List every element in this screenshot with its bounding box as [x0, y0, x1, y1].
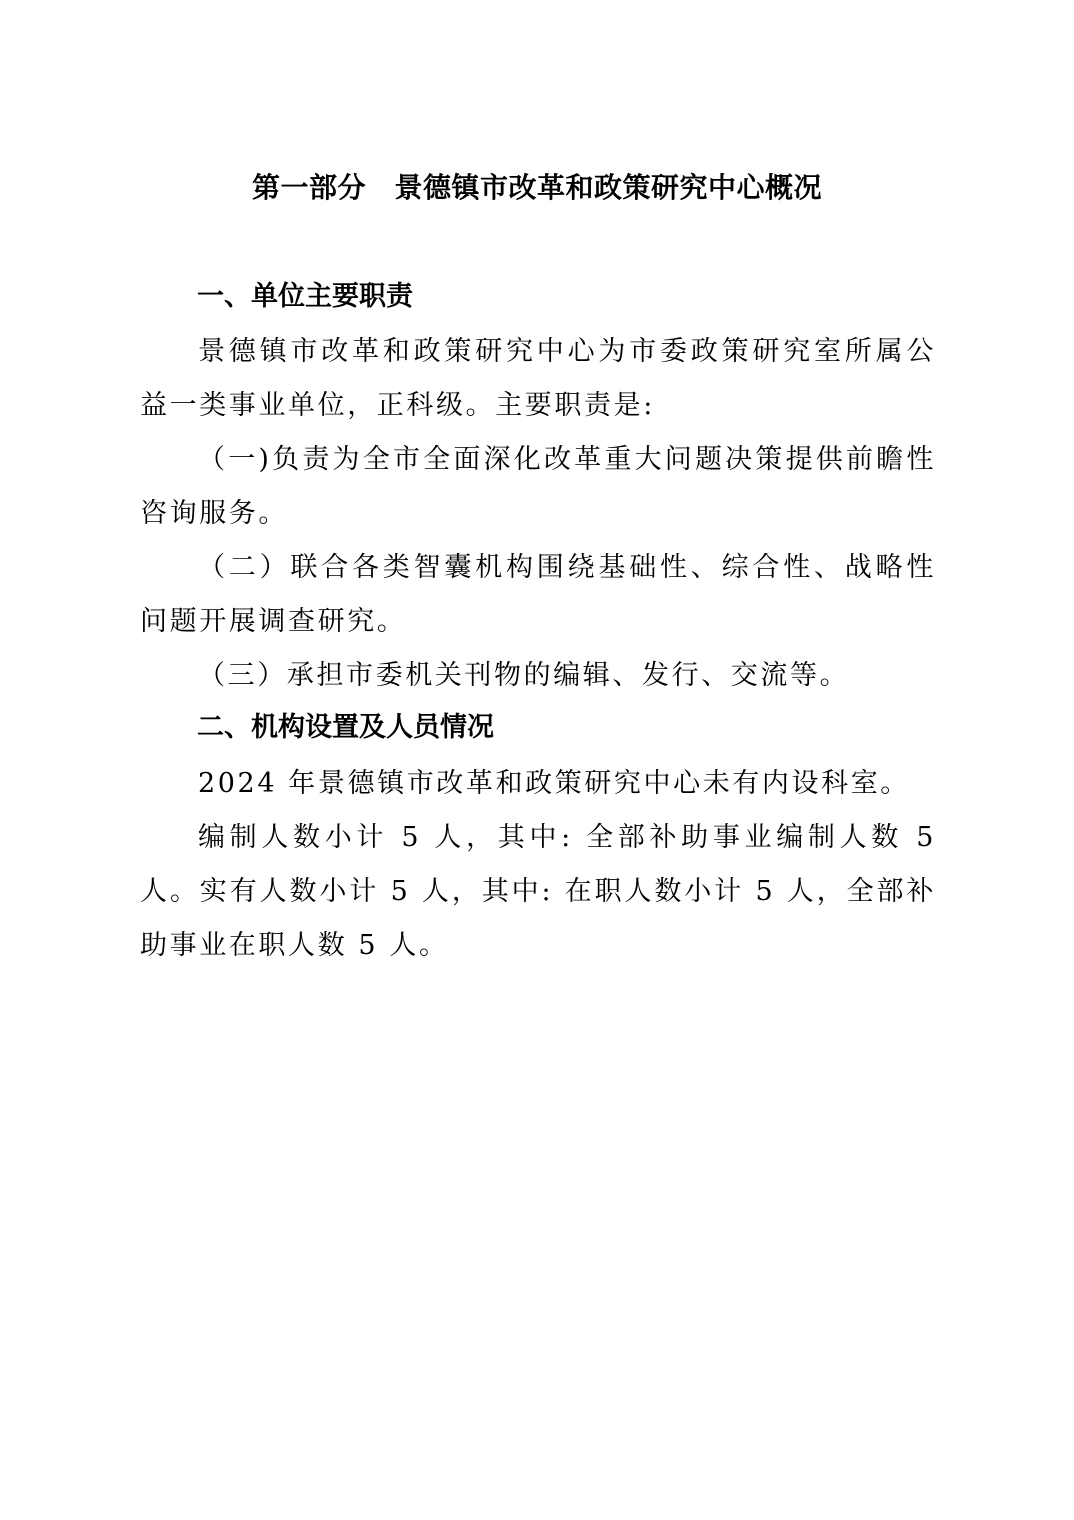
paragraph-duty-1: （一)负责为全市全面深化改革重大问题决策提供前瞻性咨询服务。	[140, 444, 936, 529]
page-title: 第一部分 景德镇市改革和政策研究中心概况	[251, 171, 822, 204]
section-heading-responsibilities: 一、单位主要职责	[197, 281, 413, 312]
paragraph-staffing: 编制人数小计 5 人，其中: 全部补助事业编制人数 5 人。实有人数小计 5 人，其中: 在职人数小计 5 人，全部补助事业在职人数 5 人。	[140, 822, 936, 961]
paragraph-duty-2: （二）联合各类智囊机构围绕基础性、综合性、战略性问题开展调查研究。	[140, 552, 936, 637]
paragraph-intro: 景德镇市改革和政策研究中心为市委政策研究室所属公益一类事业单位，正科级。主要职责是:	[140, 336, 936, 421]
paragraph-departments: 2024 年景德镇市改革和政策研究中心未有内设科室。	[198, 768, 910, 799]
paragraph-duty-3: （三）承担市委机关刊物的编辑、发行、交流等。	[198, 660, 850, 691]
section-heading-organization: 二、机构设置及人员情况	[197, 712, 494, 743]
